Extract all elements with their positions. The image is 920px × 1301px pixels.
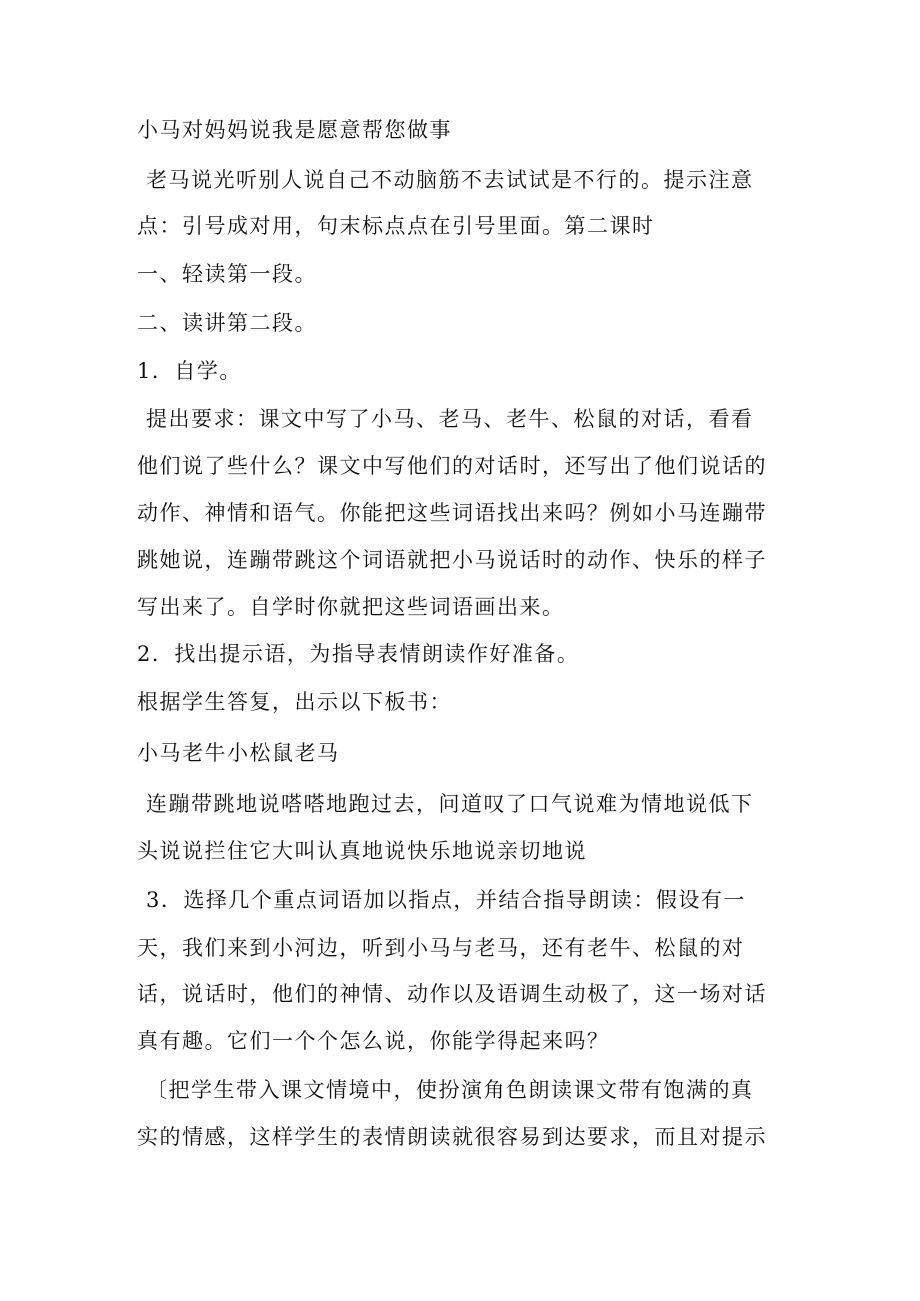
text-line: 〔把学生带入课文情境中，使扮演角色朗读课文带有饱满的真: [146, 1078, 754, 1102]
text-line: 他们说了些什么？课文中写他们的对话时，还写出了他们说话的: [137, 454, 767, 478]
section-heading: 一、轻读第一段。: [137, 262, 317, 286]
text-line: 小马对妈妈说我是愿意帮您做事: [137, 118, 452, 142]
text-line: 话，说话时，他们的神情、动作以及语调生动极了，这一场对话: [137, 982, 767, 1006]
text-line: 实的情感，这样学生的表情朗读就很容易到达要求，而且对提示: [137, 1125, 767, 1149]
text-line: 跳她说，连蹦带跳这个词语就把小马说话时的动作、快乐的样子: [137, 548, 767, 572]
text-line: 真有趣。它们一个个怎么说，你能学得起来吗？: [137, 1029, 610, 1053]
blackboard-line: 小马老牛小松鼠老马: [137, 741, 340, 765]
text-line: 动作、神情和语气。你能把这些词语找出来吗？例如小马连蹦带: [137, 501, 767, 525]
subsection-heading: 1．自学。: [137, 359, 242, 383]
text-line: 老马说光听别人说自己不动脑筋不去试试是不行的。提示注意: [146, 168, 754, 192]
blackboard-line: 连蹦带跳地说嗒嗒地跑过去，问道叹了口气说难为情地说低下: [146, 792, 754, 816]
text-line: 写出来了。自学时你就把这些词语画出来。: [137, 595, 565, 619]
text-line: 根据学生答复，出示以下板书：: [137, 690, 452, 714]
section-heading: 二、读讲第二段。: [137, 311, 317, 335]
subsection-heading: 2．找出提示语，为指导表情朗读作好准备。: [137, 642, 580, 666]
subsection-heading: 3．选择几个重点词语加以指点，并结合指导朗读：假设有一: [146, 888, 746, 912]
blackboard-line: 头说说拦住它大叫认真地说快乐地说亲切地说: [137, 839, 587, 863]
text-line: 提出要求：课文中写了小马、老马、老牛、松鼠的对话，看看: [146, 407, 754, 431]
text-line: 点：引号成对用，句末标点点在引号里面。第二课时: [137, 214, 655, 238]
text-line: 天，我们来到小河边，听到小马与老马，还有老牛、松鼠的对: [137, 936, 745, 960]
